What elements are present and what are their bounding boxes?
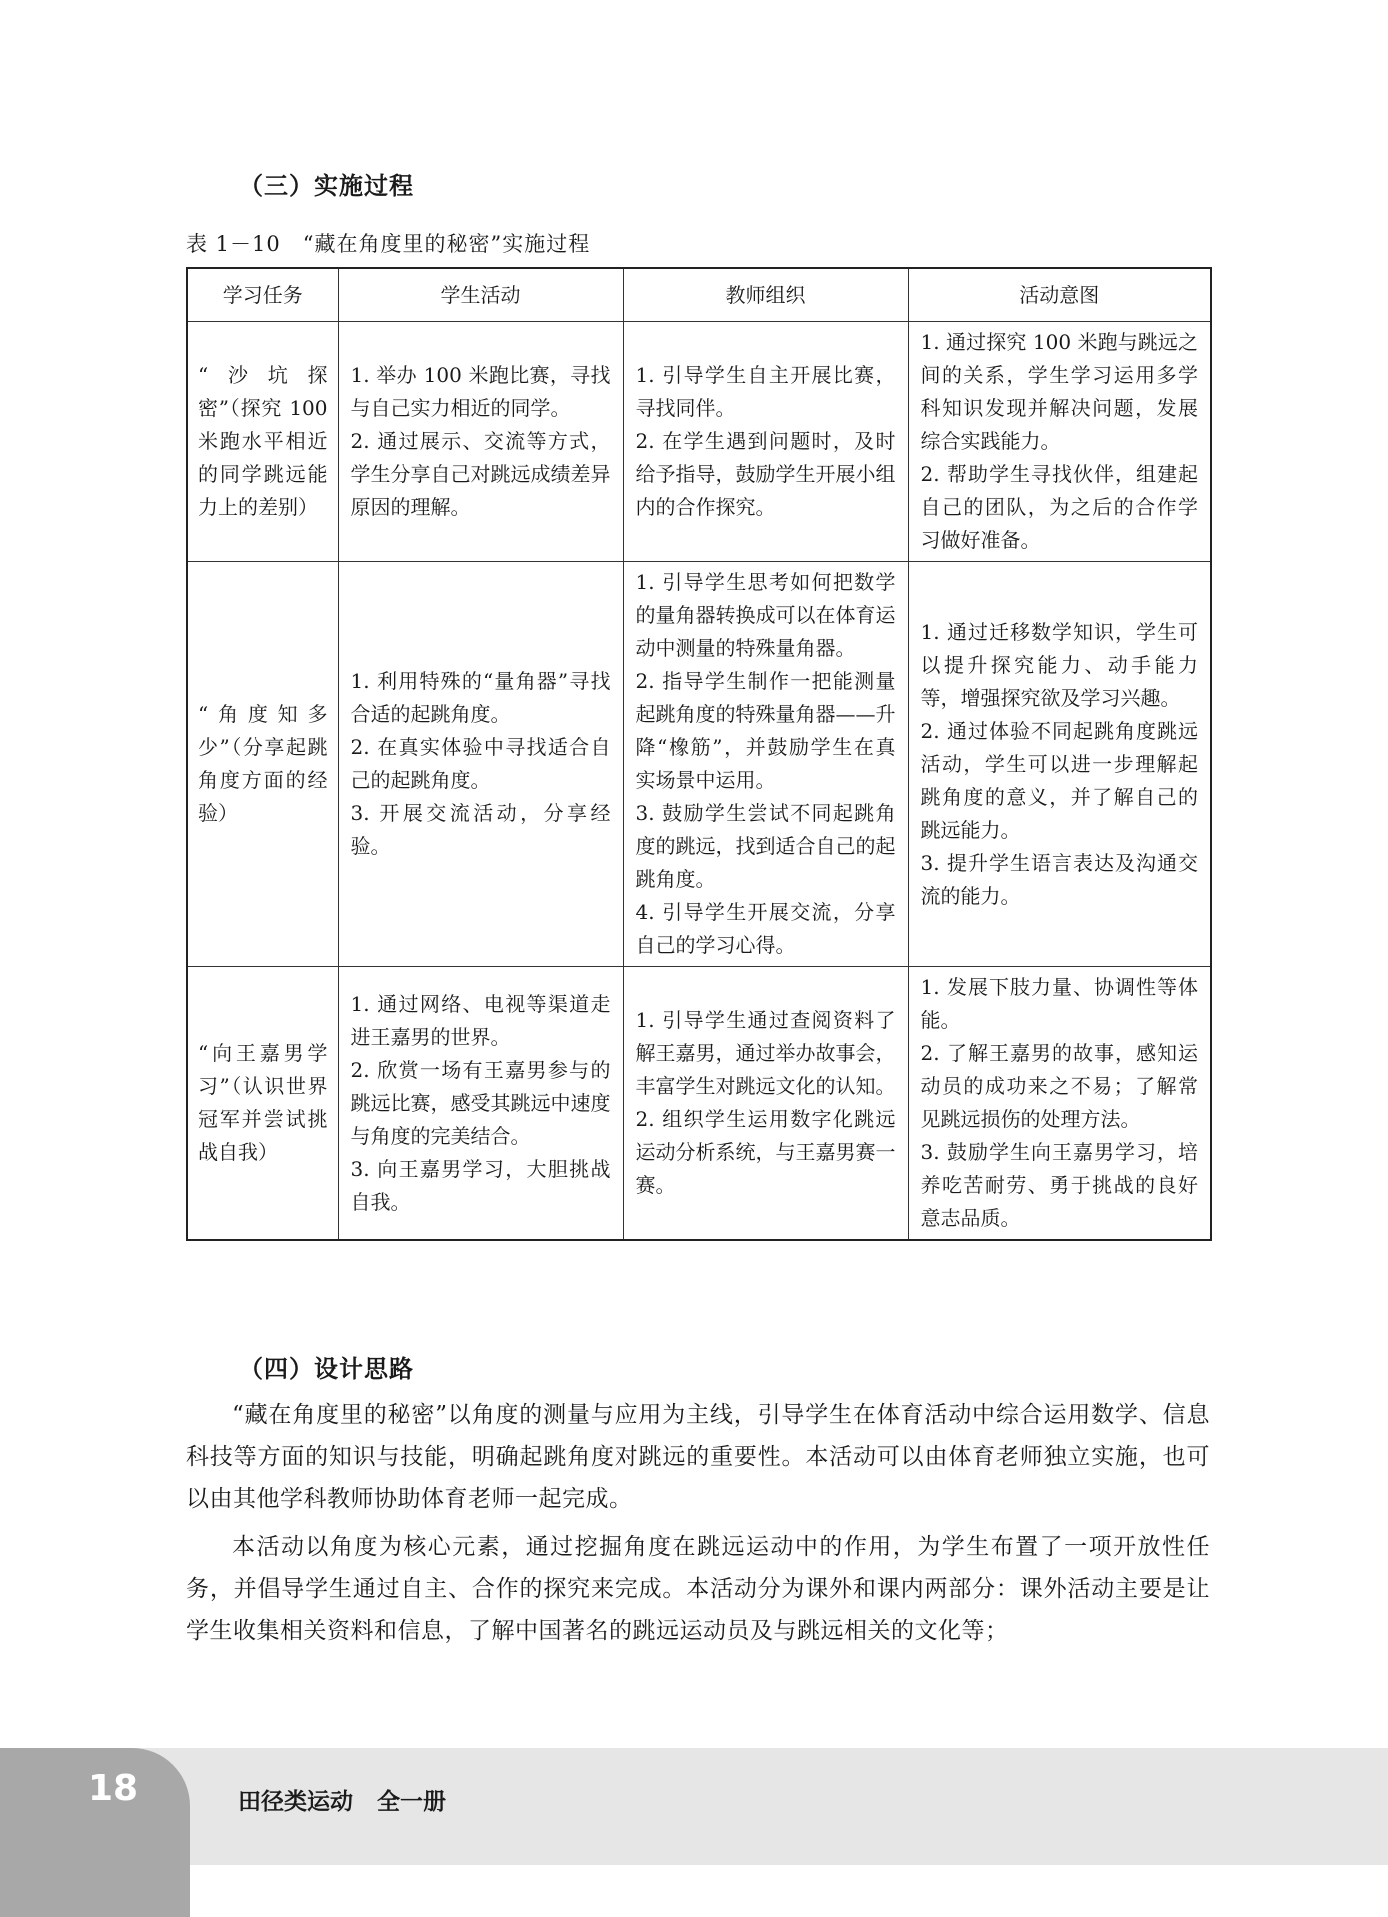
list-item: 2. 指导学生制作一把能测量起跳角度的特殊量角器——升降“橡筋”，并鼓励学生在真实场景中运用。 <box>635 669 896 792</box>
student-cell <box>338 322 623 562</box>
intent-cell <box>908 562 1211 967</box>
page-number: 18 <box>88 1768 139 1809</box>
list-item: 2. 在真实体验中寻找适合自己的起跳角度。 <box>350 735 611 792</box>
intent-cell <box>908 967 1211 1241</box>
header-task: 学习任务 <box>187 268 338 322</box>
list-item: 2. 帮助学生寻找伙伴，组建起自己的团队，为之后的合作学习做好准备。 <box>920 462 1198 552</box>
list-item: 3. 鼓励学生向王嘉男学习，培养吃苦耐劳、勇于挑战的良好意志品质。 <box>920 1140 1198 1230</box>
list-item: 1. 引导学生自主开展比赛，寻找同伴。 <box>635 363 896 420</box>
list-item: 2. 通过体验不同起跳角度跳远活动，学生可以进一步理解起跳角度的意义，并了解自己的跳远能力。 <box>920 718 1198 842</box>
list-item: 1. 引导学生通过查阅资料了解王嘉男，通过举办故事会，丰富学生对跳远文化的认知。 <box>635 1008 896 1098</box>
table-caption <box>186 228 590 258</box>
student-cell <box>338 967 623 1241</box>
student-cell <box>338 562 623 967</box>
header-teacher-organization: 教师组织 <box>623 268 908 322</box>
list-item: 1. 通过网络、电视等渠道走进王嘉男的世界。 <box>350 991 611 1049</box>
header-activity-intent: 活动意图 <box>908 268 1211 322</box>
list-item: 4. 引导学生开展交流，分享自己的学习心得。 <box>635 900 896 957</box>
list-item: 3. 鼓励学生尝试不同起跳角度的跳远，找到适合自己的起跳角度。 <box>635 801 896 891</box>
table-header-row <box>187 268 1211 322</box>
table-caption-label: 表 1－10 <box>186 232 281 256</box>
list-item: 1. 通过探究 100 米跑与跳远之间的关系，学生学习运用多学科知识发现并解决问题，发展综合实践能力。 <box>920 330 1198 453</box>
list-item: 2. 在学生遇到问题时，及时给予指导，鼓励学生开展小组内的合作探究。 <box>635 429 896 519</box>
list-item: 1. 利用特殊的“量角器”寻找合适的起跳角度。 <box>350 669 611 726</box>
teacher-cell <box>623 322 908 562</box>
list-item: 3. 开展交流活动，分享经验。 <box>350 801 611 858</box>
task-cell: “角度知多少”（分享起跳角度方面的经验） <box>187 562 338 967</box>
list-item: 1. 通过迁移数学知识，学生可以提升探究能力、动手能力等，增强探究欲及学习兴趣。 <box>920 619 1198 710</box>
task-cell: “沙坑探密”（探究 100 米跑水平相近的同学跳远能力上的差别） <box>187 322 338 562</box>
book-title <box>238 1783 446 1816</box>
task-cell: “向王嘉男学习”（认识世界冠军并尝试挑战自我） <box>187 967 338 1241</box>
table-row <box>187 967 1211 1241</box>
section-title-design-idea: （四）设计思路 <box>239 1354 414 1383</box>
list-item: 1. 举办 100 米跑比赛，寻找与自己实力相近的同学。 <box>350 363 611 420</box>
list-item: 3. 向王嘉男学习，大胆挑战自我。 <box>350 1156 611 1214</box>
list-item: 2. 组织学生运用数字化跳远运动分析系统，与王嘉男赛一赛。 <box>635 1107 896 1197</box>
teacher-cell <box>623 967 908 1241</box>
intent-cell <box>908 322 1211 562</box>
table-row <box>187 562 1211 967</box>
table-caption-text: “藏在角度里的秘密”实施过程 <box>302 232 591 256</box>
list-item: 3. 提升学生语言表达及沟通交流的能力。 <box>920 850 1198 908</box>
book-title-text: 田径类运动 <box>238 1789 353 1815</box>
list-item: 2. 了解王嘉男的故事，感知运动员的成功来之不易；了解常见跳远损伤的处理方法。 <box>920 1041 1198 1131</box>
footer-bar <box>0 1748 1388 1865</box>
list-item: 2. 欣赏一场有王嘉男参与的跳远比赛，感受其跳远中速度与角度的完美结合。 <box>350 1057 611 1148</box>
list-item: 2. 通过展示、交流等方式，学生分享自己对跳远成绩差异原因的理解。 <box>350 429 611 519</box>
body-paragraph: 本活动以角度为核心元素，通过挖掘角度在跳远运动中的作用，为学生布置了一项开放性任务，并倡导学生通过自主、合作的探究来完成。本活动分为课外和课内两部分：课外活动主要是让学生收集相关资料和信息，了解中国著名的跳远运动员及与跳远相关的文化等； <box>186 1534 1210 1644</box>
book-volume: 全一册 <box>377 1789 446 1815</box>
header-student-activity: 学生活动 <box>338 268 623 322</box>
teacher-cell <box>623 562 908 967</box>
list-item: 1. 发展下肢力量、协调性等体能。 <box>920 975 1198 1032</box>
implementation-table <box>186 267 1212 1241</box>
table-row <box>187 322 1211 562</box>
list-item: 1. 引导学生思考如何把数学的量角器转换成可以在体育运动中测量的特殊量角器。 <box>635 570 896 660</box>
body-paragraph: “藏在角度里的秘密”以角度的测量与应用为主线，引导学生在体育活动中综合运用数学、信息科技等方面的知识与技能，明确起跳角度对跳远的重要性。本活动可以由体育老师独立实施，也可以由其他学科教师协助体育老师一起完成。 <box>186 1402 1210 1512</box>
section-title-implementation: （三）实施过程 <box>239 171 414 200</box>
